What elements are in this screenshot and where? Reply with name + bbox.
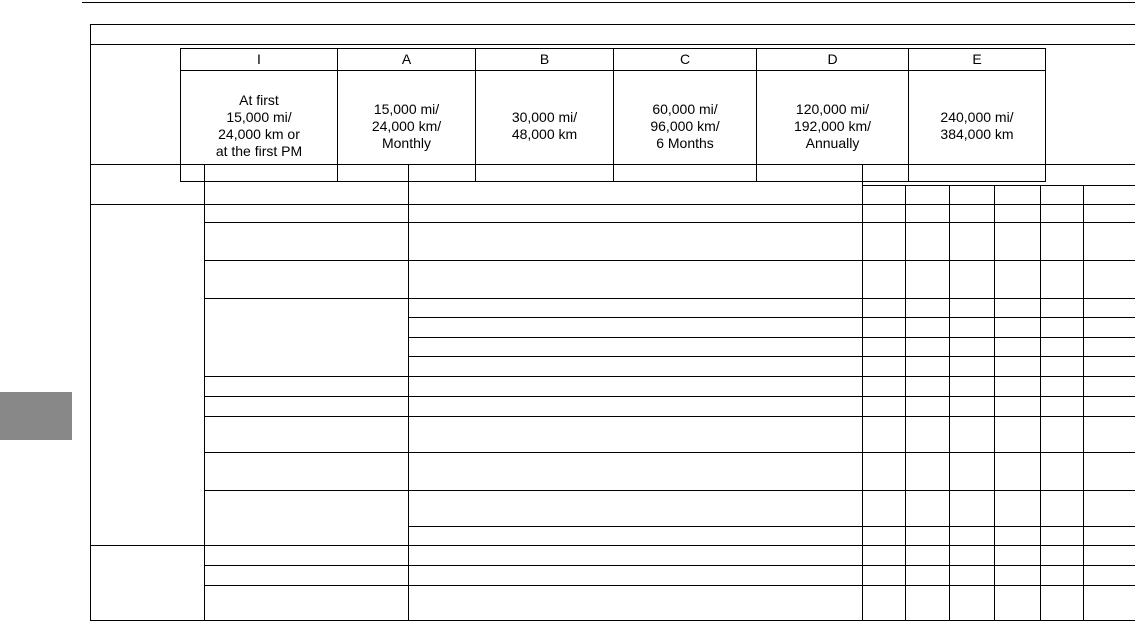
interval-subcolumn-rule <box>949 185 950 621</box>
grid-row-rule <box>204 396 1135 397</box>
interval-legend <box>180 48 1046 182</box>
legend-desc-cell: 30,000 mi/ 48,000 km <box>476 71 614 182</box>
section-tab <box>0 392 72 440</box>
header-band-rule <box>90 44 1135 45</box>
legend-desc-cell: 240,000 mi/ 384,000 km <box>909 71 1046 182</box>
legend-code-cell: I <box>181 49 338 71</box>
legend-code-cell: E <box>909 49 1046 71</box>
legend-code-cell: B <box>476 49 614 71</box>
schedule-header-top-rule <box>90 164 1135 165</box>
grid-row-rule <box>204 376 1135 377</box>
grid-row-rule <box>204 222 1135 223</box>
grid-row-rule <box>204 452 1135 453</box>
grid-row-rule <box>204 565 1135 566</box>
grid-row-rule <box>204 490 1135 491</box>
grid-row-rule <box>408 526 1135 527</box>
grid-row-rule <box>204 585 1135 586</box>
legend-code-cell: C <box>614 49 757 71</box>
legend-desc-cell: At first 15,000 mi/ 24,000 km or at the first PM <box>181 71 338 182</box>
grid-row-rule <box>204 260 1135 261</box>
grid-row-rule <box>204 298 1135 299</box>
interval-subcolumn-rule <box>905 185 906 621</box>
grid-row-rule <box>408 317 1135 318</box>
interval-column-rule <box>862 164 863 621</box>
detail-column-rule <box>408 164 409 621</box>
interval-subcolumn-rule <box>994 185 995 621</box>
legend-desc-cell: 120,000 mi/ 192,000 km/ Annually <box>757 71 909 182</box>
legend-code-cell: D <box>757 49 909 71</box>
top-rule <box>82 2 1135 3</box>
legend-desc-cell: 60,000 mi/ 96,000 km/ 6 Months <box>614 71 757 182</box>
legend-code-cell: A <box>338 49 476 71</box>
grid-row-rule <box>408 337 1135 338</box>
schedule-header-bottom-rule <box>90 204 1135 205</box>
item-column-rule <box>204 164 205 621</box>
interval-subcolumn-rule <box>1040 185 1041 621</box>
section-break-rule <box>90 545 1135 546</box>
legend-desc-cell: 15,000 mi/ 24,000 km/ Monthly <box>338 71 476 182</box>
grid-row-rule <box>408 356 1135 357</box>
interval-subcolumn-rule <box>1083 185 1084 621</box>
interval-subheader-rule <box>862 185 1135 186</box>
grid-row-rule <box>204 416 1135 417</box>
